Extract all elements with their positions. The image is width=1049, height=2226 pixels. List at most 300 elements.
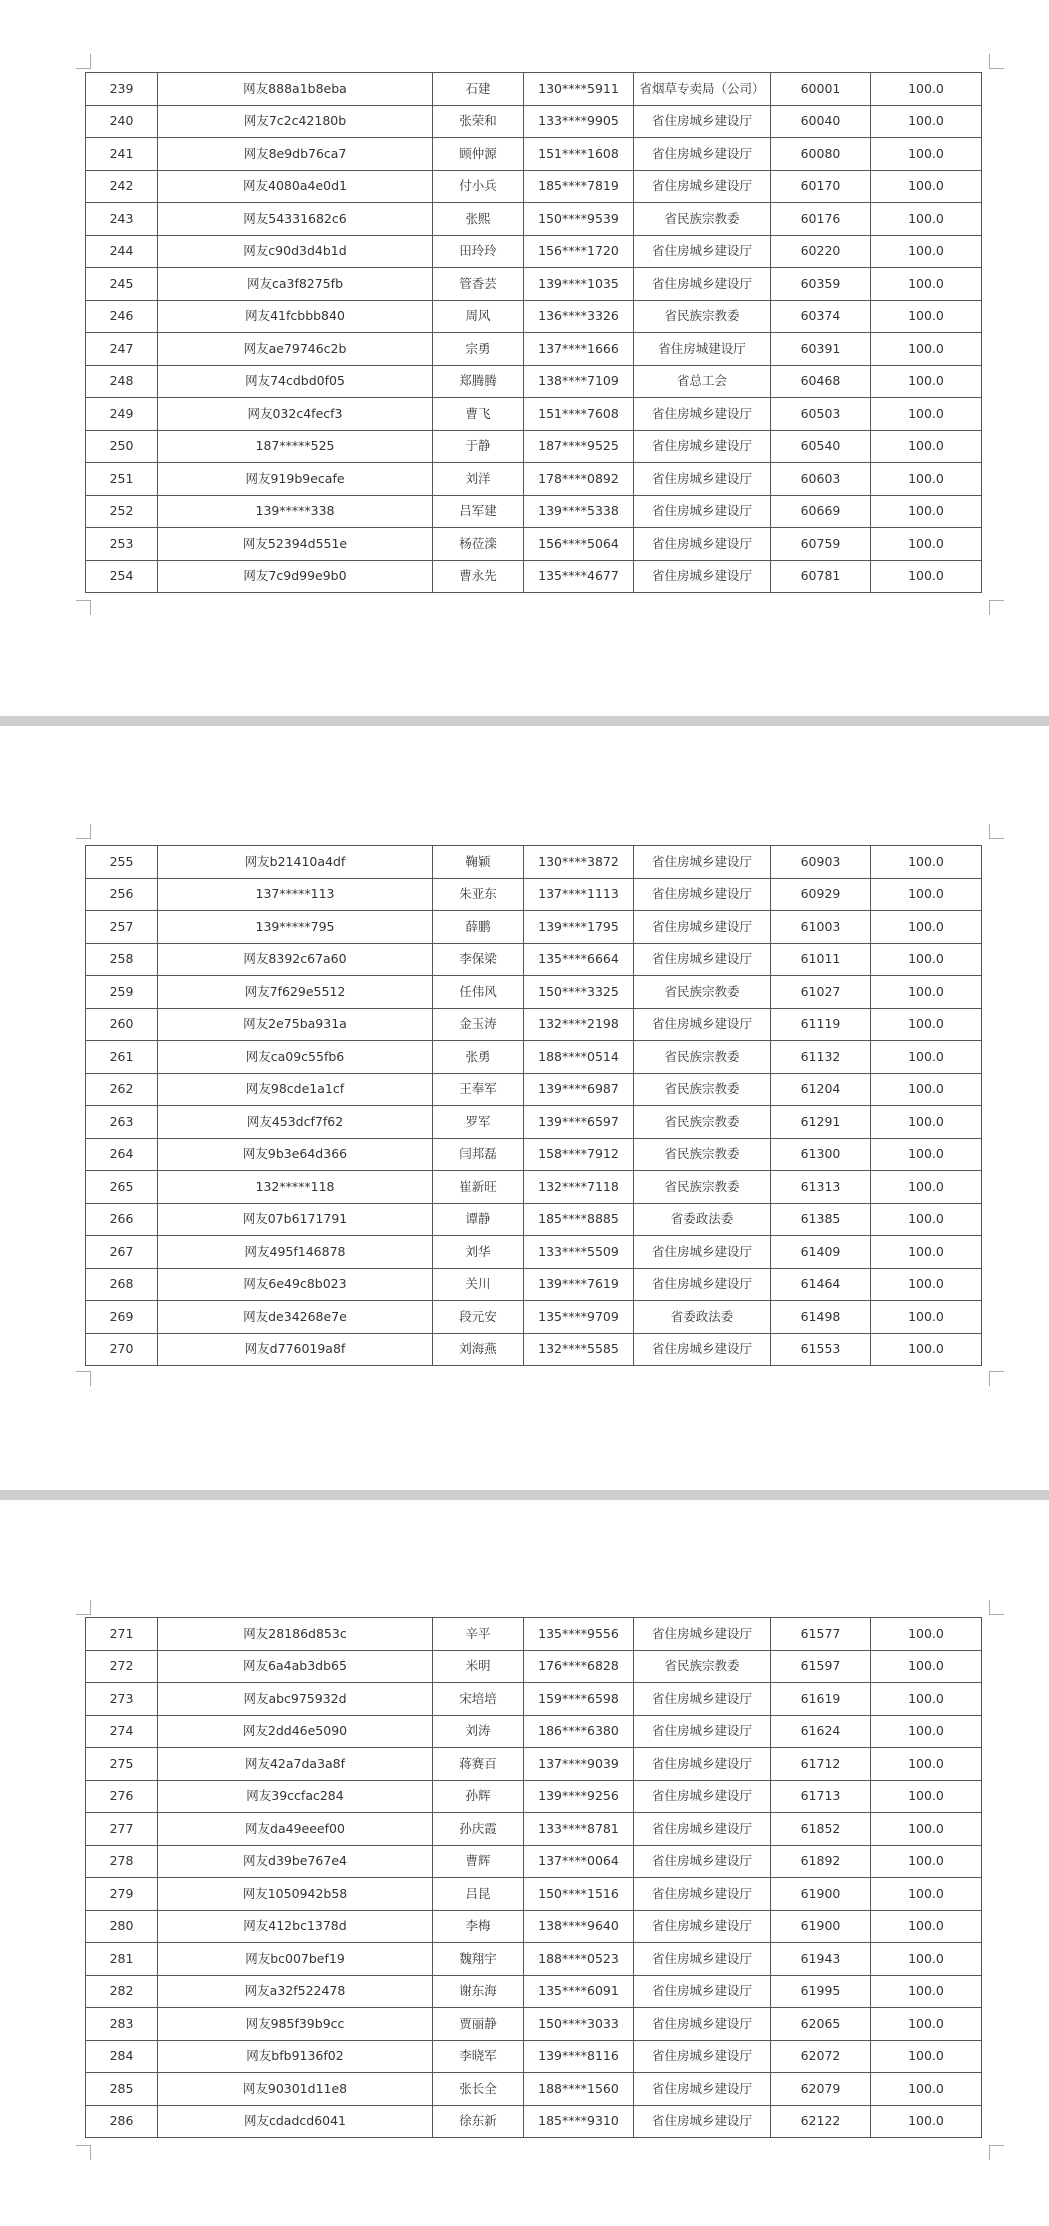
score-cell: 100.0: [871, 105, 982, 138]
row-number-cell: 262: [86, 1073, 158, 1106]
name-cell: 谢东海: [433, 1975, 524, 2008]
username-cell: 137*****113: [158, 878, 433, 911]
id-code-cell: 61900: [771, 1878, 871, 1911]
score-cell: 100.0: [871, 943, 982, 976]
unit-cell: 省民族宗教委: [634, 1138, 771, 1171]
id-code-cell: 61943: [771, 1943, 871, 1976]
username-cell: 网友41fcbbb840: [158, 300, 433, 333]
crop-mark: [989, 824, 1004, 839]
unit-cell: 省住房城乡建设厅: [634, 528, 771, 561]
phone-cell: 158****7912: [524, 1138, 634, 1171]
table-row: [86, 1715, 982, 1748]
results-table-page-2: [85, 845, 982, 1366]
score-cell: 100.0: [871, 1106, 982, 1139]
phone-cell: 138****9640: [524, 1910, 634, 1943]
name-cell: 周风: [433, 300, 524, 333]
score-cell: 100.0: [871, 1910, 982, 1943]
score-cell: 100.0: [871, 2105, 982, 2138]
table-row: [86, 1618, 982, 1651]
row-number-cell: 257: [86, 911, 158, 944]
username-cell: 网友1050942b58: [158, 1878, 433, 1911]
table-row: [86, 463, 982, 496]
phone-cell: 186****6380: [524, 1715, 634, 1748]
score-cell: 100.0: [871, 1268, 982, 1301]
username-cell: 网友9b3e64d366: [158, 1138, 433, 1171]
name-cell: 王奉军: [433, 1073, 524, 1106]
row-number-cell: 244: [86, 235, 158, 268]
table-row: [86, 333, 982, 366]
username-cell: 网友ae79746c2b: [158, 333, 433, 366]
name-cell: 徐东新: [433, 2105, 524, 2138]
name-cell: 郑腾腾: [433, 365, 524, 398]
row-number-cell: 256: [86, 878, 158, 911]
unit-cell: 省民族宗教委: [634, 1041, 771, 1074]
unit-cell: 省住房城乡建设厅: [634, 2040, 771, 2073]
score-cell: 100.0: [871, 846, 982, 879]
id-code-cell: 61300: [771, 1138, 871, 1171]
table-row: [86, 430, 982, 463]
phone-cell: 139****8116: [524, 2040, 634, 2073]
row-number-cell: 270: [86, 1333, 158, 1366]
unit-cell: 省住房城乡建设厅: [634, 878, 771, 911]
username-cell: 网友ca09c55fb6: [158, 1041, 433, 1074]
username-cell: 网友8e9db76ca7: [158, 138, 433, 171]
phone-cell: 150****3325: [524, 976, 634, 1009]
name-cell: 吕昆: [433, 1878, 524, 1911]
row-number-cell: 246: [86, 300, 158, 333]
id-code-cell: 61900: [771, 1910, 871, 1943]
table-row: [86, 105, 982, 138]
id-code-cell: 61132: [771, 1041, 871, 1074]
id-code-cell: 62072: [771, 2040, 871, 2073]
unit-cell: 省住房城乡建设厅: [634, 560, 771, 593]
username-cell: 网友52394d551e: [158, 528, 433, 561]
unit-cell: 省住房城乡建设厅: [634, 430, 771, 463]
table-row: [86, 1910, 982, 1943]
name-cell: 任伟风: [433, 976, 524, 1009]
username-cell: 网友bfb9136f02: [158, 2040, 433, 2073]
crop-mark: [76, 1371, 91, 1386]
phone-cell: 137****9039: [524, 1748, 634, 1781]
id-code-cell: 60929: [771, 878, 871, 911]
unit-cell: 省住房城乡建设厅: [634, 235, 771, 268]
id-code-cell: 60391: [771, 333, 871, 366]
name-cell: 闫邦磊: [433, 1138, 524, 1171]
table-row: [86, 2073, 982, 2106]
table-row: [86, 398, 982, 431]
id-code-cell: 61003: [771, 911, 871, 944]
phone-cell: 187****9525: [524, 430, 634, 463]
row-number-cell: 273: [86, 1683, 158, 1716]
unit-cell: 省住房城乡建设厅: [634, 846, 771, 879]
id-code-cell: 61385: [771, 1203, 871, 1236]
id-code-cell: 61892: [771, 1845, 871, 1878]
unit-cell: 省住房城乡建设厅: [634, 495, 771, 528]
phone-cell: 156****5064: [524, 528, 634, 561]
phone-cell: 137****1113: [524, 878, 634, 911]
phone-cell: 139****1035: [524, 268, 634, 301]
score-cell: 100.0: [871, 1073, 982, 1106]
username-cell: 网友495f146878: [158, 1236, 433, 1269]
username-cell: 网友2e75ba931a: [158, 1008, 433, 1041]
unit-cell: 省住房城乡建设厅: [634, 2105, 771, 2138]
unit-cell: 省住房城乡建设厅: [634, 1236, 771, 1269]
table-row: [86, 1268, 982, 1301]
row-number-cell: 254: [86, 560, 158, 593]
username-cell: 网友a32f522478: [158, 1975, 433, 2008]
phone-cell: 188****0514: [524, 1041, 634, 1074]
name-cell: 付小兵: [433, 170, 524, 203]
unit-cell: 省烟草专卖局（公司）: [634, 73, 771, 106]
row-number-cell: 259: [86, 976, 158, 1009]
username-cell: 网友da49eeef00: [158, 1813, 433, 1846]
name-cell: 刘华: [433, 1236, 524, 1269]
id-code-cell: 61119: [771, 1008, 871, 1041]
name-cell: 石建: [433, 73, 524, 106]
username-cell: 网友90301d11e8: [158, 2073, 433, 2106]
row-number-cell: 245: [86, 268, 158, 301]
id-code-cell: 61624: [771, 1715, 871, 1748]
id-code-cell: 60220: [771, 235, 871, 268]
id-code-cell: 60374: [771, 300, 871, 333]
row-number-cell: 271: [86, 1618, 158, 1651]
score-cell: 100.0: [871, 1650, 982, 1683]
phone-cell: 176****6828: [524, 1650, 634, 1683]
table-row: [86, 1171, 982, 1204]
row-number-cell: 276: [86, 1780, 158, 1813]
table-row: [86, 1041, 982, 1074]
crop-mark: [989, 1600, 1004, 1615]
table-row: [86, 1301, 982, 1334]
table-row: [86, 1203, 982, 1236]
crop-mark: [76, 824, 91, 839]
username-cell: 网友032c4fecf3: [158, 398, 433, 431]
page-separator: [0, 1490, 1049, 1500]
name-cell: 曹永先: [433, 560, 524, 593]
unit-cell: 省民族宗教委: [634, 1106, 771, 1139]
id-code-cell: 61852: [771, 1813, 871, 1846]
results-table-page-3: [85, 1617, 982, 2138]
table-row: [86, 943, 982, 976]
table-row: [86, 2105, 982, 2138]
name-cell: 李保梁: [433, 943, 524, 976]
row-number-cell: 272: [86, 1650, 158, 1683]
score-cell: 100.0: [871, 2040, 982, 2073]
username-cell: 网友919b9ecafe: [158, 463, 433, 496]
table-row: [86, 1845, 982, 1878]
row-number-cell: 239: [86, 73, 158, 106]
phone-cell: 135****9709: [524, 1301, 634, 1334]
table-row: [86, 203, 982, 236]
name-cell: 于静: [433, 430, 524, 463]
id-code-cell: 61712: [771, 1748, 871, 1781]
name-cell: 辛平: [433, 1618, 524, 1651]
table-row: [86, 73, 982, 106]
table-row: [86, 170, 982, 203]
table-row: [86, 560, 982, 593]
id-code-cell: 61498: [771, 1301, 871, 1334]
unit-cell: 省住房城乡建设厅: [634, 1008, 771, 1041]
username-cell: 132*****118: [158, 1171, 433, 1204]
id-code-cell: 60603: [771, 463, 871, 496]
name-cell: 金玉涛: [433, 1008, 524, 1041]
row-number-cell: 267: [86, 1236, 158, 1269]
name-cell: 顾仲源: [433, 138, 524, 171]
phone-cell: 135****6091: [524, 1975, 634, 2008]
id-code-cell: 60903: [771, 846, 871, 879]
id-code-cell: 60759: [771, 528, 871, 561]
id-code-cell: 62079: [771, 2073, 871, 2106]
phone-cell: 137****0064: [524, 1845, 634, 1878]
unit-cell: 省住房城乡建设厅: [634, 463, 771, 496]
phone-cell: 150****3033: [524, 2008, 634, 2041]
unit-cell: 省民族宗教委: [634, 1073, 771, 1106]
name-cell: 曹辉: [433, 1845, 524, 1878]
table-row: [86, 1008, 982, 1041]
username-cell: 网友42a7da3a8f: [158, 1748, 433, 1781]
name-cell: 刘洋: [433, 463, 524, 496]
row-number-cell: 268: [86, 1268, 158, 1301]
score-cell: 100.0: [871, 560, 982, 593]
score-cell: 100.0: [871, 1683, 982, 1716]
name-cell: 李晓军: [433, 2040, 524, 2073]
crop-mark: [76, 600, 91, 615]
row-number-cell: 279: [86, 1878, 158, 1911]
name-cell: 谭静: [433, 1203, 524, 1236]
table-row: [86, 528, 982, 561]
unit-cell: 省民族宗教委: [634, 976, 771, 1009]
table-row: [86, 1975, 982, 2008]
table-row: [86, 495, 982, 528]
id-code-cell: 61291: [771, 1106, 871, 1139]
unit-cell: 省住房城乡建设厅: [634, 1683, 771, 1716]
name-cell: 魏翔宇: [433, 1943, 524, 1976]
score-cell: 100.0: [871, 878, 982, 911]
id-code-cell: 61313: [771, 1171, 871, 1204]
score-cell: 100.0: [871, 1138, 982, 1171]
document-page-3: [0, 1500, 1049, 2226]
phone-cell: 151****7608: [524, 398, 634, 431]
unit-cell: 省住房城乡建设厅: [634, 1813, 771, 1846]
username-cell: 网友6e49c8b023: [158, 1268, 433, 1301]
unit-cell: 省总工会: [634, 365, 771, 398]
username-cell: 网友54331682c6: [158, 203, 433, 236]
name-cell: 鞠颖: [433, 846, 524, 879]
id-code-cell: 61204: [771, 1073, 871, 1106]
phone-cell: 130****5911: [524, 73, 634, 106]
unit-cell: 省住房城乡建设厅: [634, 1748, 771, 1781]
phone-cell: 188****0523: [524, 1943, 634, 1976]
document-page-2: [0, 726, 1049, 1490]
id-code-cell: 60468: [771, 365, 871, 398]
table-body: [86, 846, 982, 1366]
username-cell: 网友74cdbd0f05: [158, 365, 433, 398]
score-cell: 100.0: [871, 1618, 982, 1651]
unit-cell: 省住房城乡建设厅: [634, 1333, 771, 1366]
id-code-cell: 61713: [771, 1780, 871, 1813]
table-row: [86, 268, 982, 301]
score-cell: 100.0: [871, 1008, 982, 1041]
score-cell: 100.0: [871, 495, 982, 528]
phone-cell: 156****1720: [524, 235, 634, 268]
table-row: [86, 1813, 982, 1846]
table-row: [86, 976, 982, 1009]
name-cell: 张荣和: [433, 105, 524, 138]
row-number-cell: 269: [86, 1301, 158, 1334]
unit-cell: 省委政法委: [634, 1203, 771, 1236]
score-cell: 100.0: [871, 911, 982, 944]
username-cell: 网友7c9d99e9b0: [158, 560, 433, 593]
row-number-cell: 241: [86, 138, 158, 171]
score-cell: 100.0: [871, 1748, 982, 1781]
phone-cell: 135****4677: [524, 560, 634, 593]
id-code-cell: 61577: [771, 1618, 871, 1651]
id-code-cell: 61464: [771, 1268, 871, 1301]
score-cell: 100.0: [871, 1171, 982, 1204]
unit-cell: 省住房城乡建设厅: [634, 911, 771, 944]
unit-cell: 省住房城乡建设厅: [634, 1975, 771, 2008]
name-cell: 杨莅滦: [433, 528, 524, 561]
username-cell: 网友abc975932d: [158, 1683, 433, 1716]
name-cell: 蒋赛百: [433, 1748, 524, 1781]
name-cell: 宋培培: [433, 1683, 524, 1716]
row-number-cell: 240: [86, 105, 158, 138]
unit-cell: 省住房城乡建设厅: [634, 1780, 771, 1813]
table-row: [86, 1138, 982, 1171]
row-number-cell: 282: [86, 1975, 158, 2008]
row-number-cell: 274: [86, 1715, 158, 1748]
id-code-cell: 60540: [771, 430, 871, 463]
name-cell: 米明: [433, 1650, 524, 1683]
phone-cell: 139****6987: [524, 1073, 634, 1106]
username-cell: 网友453dcf7f62: [158, 1106, 433, 1139]
score-cell: 100.0: [871, 1780, 982, 1813]
unit-cell: 省民族宗教委: [634, 300, 771, 333]
crop-mark: [989, 600, 1004, 615]
score-cell: 100.0: [871, 138, 982, 171]
unit-cell: 省住房城乡建设厅: [634, 398, 771, 431]
score-cell: 100.0: [871, 333, 982, 366]
username-cell: 网友d39be767e4: [158, 1845, 433, 1878]
username-cell: 网友7f629e5512: [158, 976, 433, 1009]
unit-cell: 省住房城建设厅: [634, 333, 771, 366]
score-cell: 100.0: [871, 203, 982, 236]
phone-cell: 136****3326: [524, 300, 634, 333]
phone-cell: 137****1666: [524, 333, 634, 366]
unit-cell: 省民族宗教委: [634, 1650, 771, 1683]
crop-mark: [989, 2145, 1004, 2160]
name-cell: 刘海燕: [433, 1333, 524, 1366]
id-code-cell: 62122: [771, 2105, 871, 2138]
id-code-cell: 60040: [771, 105, 871, 138]
phone-cell: 130****3872: [524, 846, 634, 879]
phone-cell: 135****6664: [524, 943, 634, 976]
phone-cell: 133****8781: [524, 1813, 634, 1846]
username-cell: 网友6a4ab3db65: [158, 1650, 433, 1683]
table-row: [86, 365, 982, 398]
name-cell: 李梅: [433, 1910, 524, 1943]
username-cell: 网友de34268e7e: [158, 1301, 433, 1334]
results-table-page-1: [85, 72, 982, 593]
row-number-cell: 266: [86, 1203, 158, 1236]
username-cell: 网友98cde1a1cf: [158, 1073, 433, 1106]
id-code-cell: 62065: [771, 2008, 871, 2041]
phone-cell: 151****1608: [524, 138, 634, 171]
row-number-cell: 284: [86, 2040, 158, 2073]
score-cell: 100.0: [871, 1236, 982, 1269]
name-cell: 崔新旺: [433, 1171, 524, 1204]
row-number-cell: 258: [86, 943, 158, 976]
unit-cell: 省民族宗教委: [634, 1171, 771, 1204]
phone-cell: 138****7109: [524, 365, 634, 398]
table-row: [86, 300, 982, 333]
table-row: [86, 138, 982, 171]
table-row: [86, 1650, 982, 1683]
username-cell: 网友985f39b9cc: [158, 2008, 433, 2041]
table-row: [86, 235, 982, 268]
name-cell: 孙辉: [433, 1780, 524, 1813]
id-code-cell: 60080: [771, 138, 871, 171]
phone-cell: 139****1795: [524, 911, 634, 944]
score-cell: 100.0: [871, 1301, 982, 1334]
table-row: [86, 1780, 982, 1813]
score-cell: 100.0: [871, 976, 982, 1009]
username-cell: 网友b21410a4df: [158, 846, 433, 879]
phone-cell: 159****6598: [524, 1683, 634, 1716]
row-number-cell: 286: [86, 2105, 158, 2138]
score-cell: 100.0: [871, 430, 982, 463]
crop-mark: [989, 1371, 1004, 1386]
phone-cell: 132****7118: [524, 1171, 634, 1204]
id-code-cell: 61011: [771, 943, 871, 976]
phone-cell: 139****5338: [524, 495, 634, 528]
username-cell: 网友8392c67a60: [158, 943, 433, 976]
row-number-cell: 277: [86, 1813, 158, 1846]
phone-cell: 139****7619: [524, 1268, 634, 1301]
table-row: [86, 1073, 982, 1106]
unit-cell: 省住房城乡建设厅: [634, 2073, 771, 2106]
unit-cell: 省委政法委: [634, 1301, 771, 1334]
unit-cell: 省住房城乡建设厅: [634, 268, 771, 301]
phone-cell: 139****9256: [524, 1780, 634, 1813]
crop-mark: [76, 54, 91, 69]
id-code-cell: 61619: [771, 1683, 871, 1716]
phone-cell: 132****2198: [524, 1008, 634, 1041]
username-cell: 139*****795: [158, 911, 433, 944]
score-cell: 100.0: [871, 1041, 982, 1074]
score-cell: 100.0: [871, 235, 982, 268]
table-row: [86, 1106, 982, 1139]
name-cell: 管香芸: [433, 268, 524, 301]
table-row: [86, 878, 982, 911]
table-row: [86, 2008, 982, 2041]
phone-cell: 185****8885: [524, 1203, 634, 1236]
id-code-cell: 60001: [771, 73, 871, 106]
score-cell: 100.0: [871, 300, 982, 333]
id-code-cell: 60781: [771, 560, 871, 593]
name-cell: 段元安: [433, 1301, 524, 1334]
table-row: [86, 2040, 982, 2073]
row-number-cell: 250: [86, 430, 158, 463]
phone-cell: 150****9539: [524, 203, 634, 236]
score-cell: 100.0: [871, 1203, 982, 1236]
username-cell: 网友c90d3d4b1d: [158, 235, 433, 268]
name-cell: 田玲玲: [433, 235, 524, 268]
phone-cell: 133****9905: [524, 105, 634, 138]
unit-cell: 省住房城乡建设厅: [634, 1618, 771, 1651]
name-cell: 孙庆霞: [433, 1813, 524, 1846]
username-cell: 网友ca3f8275fb: [158, 268, 433, 301]
